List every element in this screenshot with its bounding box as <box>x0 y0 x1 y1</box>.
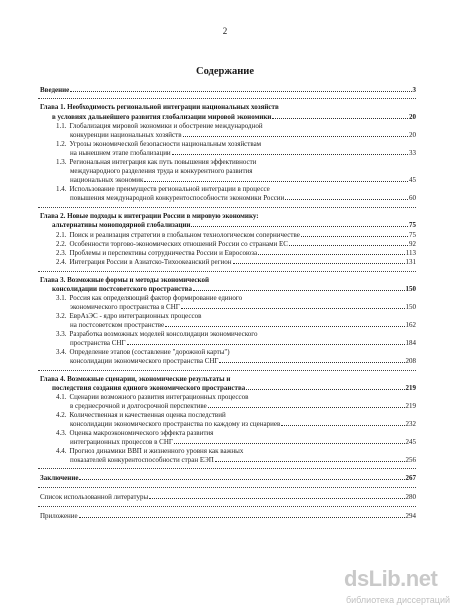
toc-entry[interactable] <box>40 375 416 383</box>
watermark-logo: dsLib.net <box>344 566 438 591</box>
dot-leader <box>281 424 404 426</box>
toc-entry-text: консолидации экономического пространства по каждому из сценариев <box>70 420 281 428</box>
toc-entry-number: 4.4. <box>56 447 67 455</box>
toc-entry-page: 267 <box>405 474 416 482</box>
toc-entry[interactable] <box>70 176 416 184</box>
toc-entry-text: Интеграция России в Азиатско-Тихоокеанский регион <box>69 258 232 266</box>
dot-leader <box>174 442 405 444</box>
dot-leader <box>70 90 411 92</box>
toc-entry-number: 4.1. <box>56 393 67 401</box>
dot-leader <box>246 388 404 390</box>
toc-entry-text: Количественная и качественная оценка последствий <box>69 411 226 419</box>
section-divider <box>38 370 416 371</box>
toc-entry[interactable] <box>56 249 416 257</box>
toc-entry[interactable] <box>56 348 416 356</box>
dot-leader <box>301 235 408 237</box>
toc-entry-text: интеграционных процессов в СНГ <box>70 438 173 446</box>
dot-leader <box>172 153 408 155</box>
toc-entry[interactable] <box>70 303 416 311</box>
toc-entry-page: 184 <box>405 339 416 347</box>
toc-entry-text: Определение этапов (составление "дорожной карты") <box>69 348 230 356</box>
toc-entry[interactable] <box>70 131 416 139</box>
toc-entry[interactable] <box>52 384 416 392</box>
toc-entry-text: Поиск и реализация стратегии в глобальном технологическом соперничестве <box>69 231 300 239</box>
toc-entry[interactable] <box>56 185 416 193</box>
toc-entry-text: повышения международной конкурентоспособности экономики России <box>70 194 285 202</box>
toc-entry-number: 2.1. <box>56 231 67 239</box>
toc-entry-number: 1.3. <box>56 158 67 166</box>
toc-entry[interactable] <box>70 339 416 347</box>
dot-leader <box>149 497 404 499</box>
toc-entry-number: 1.4. <box>56 185 67 193</box>
toc-entry-text: в среднесрочной и долгосрочной перспективе <box>70 402 207 410</box>
toc-entry-text: международного разделения труда и конкурентного развития <box>70 167 253 175</box>
toc-entry-page: 75 <box>409 221 416 229</box>
toc-entry-text: консолидации экономического пространства СНГ <box>70 357 219 365</box>
toc-entry-text: Глава 1. Необходимость региональной интеграции национальных хозяйств <box>40 103 279 111</box>
dot-leader <box>79 516 405 518</box>
toc-entry-text: альтернативы моноподярной глобализации <box>52 221 191 229</box>
toc-entry[interactable] <box>40 493 416 501</box>
dot-leader <box>193 289 405 291</box>
toc-entry-text: Глава 3. Возможные формы и методы экономической <box>40 276 209 284</box>
dslib-watermark <box>344 566 448 610</box>
section-divider <box>38 98 416 99</box>
toc-entry-page: 150 <box>405 303 416 311</box>
toc-entry-text: ЕврАзЭС - ядро интеграционных процессов <box>69 312 202 320</box>
toc-entry-page: 280 <box>405 493 416 501</box>
toc-entry-number: 3.3. <box>56 330 67 338</box>
toc-entry[interactable] <box>56 122 416 130</box>
dot-leader <box>272 117 408 119</box>
toc-entry[interactable] <box>40 474 416 482</box>
dot-leader <box>285 198 408 200</box>
toc-entry[interactable] <box>56 312 416 320</box>
toc-entry-page: 150 <box>405 285 416 293</box>
toc-entry[interactable] <box>40 86 416 94</box>
toc-entry-text: Глава 4. Возможные сценарии, экономические результаты и <box>40 375 231 383</box>
toc-entry-page: 256 <box>405 456 416 464</box>
toc-entry[interactable] <box>52 285 416 293</box>
dot-leader <box>233 262 405 264</box>
toc-entry-text: в условиях дальнейшего развития глобализации мировой экономики <box>52 113 272 121</box>
toc-entry-page: 20 <box>409 131 416 139</box>
dot-leader <box>208 406 405 408</box>
toc-entry-number: 2.3. <box>56 249 67 257</box>
toc-entry-text: консолидации постсоветского пространства <box>52 285 192 293</box>
toc-entry-page: 33 <box>409 149 416 157</box>
toc-entry-page: 232 <box>405 420 416 428</box>
toc-entry-page: 131 <box>405 258 416 266</box>
toc-entry-page: 60 <box>409 194 416 202</box>
toc-entry[interactable] <box>40 103 416 111</box>
toc-entry-text: Введение <box>40 86 70 94</box>
toc-entry[interactable] <box>70 456 416 464</box>
toc-title: Содержание <box>196 66 254 77</box>
toc-entry-page: 219 <box>405 402 416 410</box>
toc-entry[interactable] <box>52 221 416 229</box>
toc-entry-text: последствия создания единого экономического пространства <box>52 384 246 392</box>
toc-entry[interactable] <box>40 212 416 220</box>
toc-entry[interactable] <box>56 447 416 455</box>
toc-entry-number: 1.1. <box>56 122 67 130</box>
toc-entry-text: Приложение <box>40 512 78 520</box>
toc-entry[interactable] <box>40 512 416 520</box>
toc-entry-page: 294 <box>405 512 416 520</box>
toc-entry-page: 20 <box>409 113 416 121</box>
toc-entry-text: Сценарии возможного развития интеграционных процессов <box>69 393 249 401</box>
toc-entry-text: Угрозы экономической безопасности национальным хозяйствам <box>69 140 262 148</box>
toc-entry[interactable] <box>56 240 416 248</box>
toc-entry-text: пространства СНГ <box>70 339 126 347</box>
toc-entry[interactable] <box>56 258 416 266</box>
toc-entry[interactable] <box>70 149 416 157</box>
toc-entry-text: Заключение <box>40 474 79 482</box>
toc-entry[interactable] <box>56 158 416 166</box>
toc-entry-number: 3.2. <box>56 312 67 320</box>
toc-entry-page: 45 <box>409 176 416 184</box>
toc-entry-number: 3.1. <box>56 294 67 302</box>
dot-leader <box>183 135 408 137</box>
toc-entry-page: 245 <box>405 438 416 446</box>
toc-entry-number: 4.2. <box>56 411 67 419</box>
toc-entry-number: 2.4. <box>56 258 67 266</box>
toc-entry-page: 75 <box>409 231 416 239</box>
toc-entry[interactable] <box>70 357 416 365</box>
toc-entry-page: 162 <box>405 321 416 329</box>
toc-entry-text: Использование преимуществ региональной интеграции в процессе <box>69 185 270 193</box>
toc-entry-text: Разработка возможных моделей консолидации экономического <box>69 330 258 338</box>
section-divider <box>38 271 416 272</box>
dot-leader <box>181 307 405 309</box>
toc-entry-text: Россия как определяющий фактор формирование единого <box>69 294 243 302</box>
toc-entry-page: 208 <box>405 357 416 365</box>
toc-entry-number: 1.2. <box>56 140 67 148</box>
dot-leader <box>258 253 405 255</box>
toc-entry-text: Список использованной литературы <box>40 493 149 501</box>
toc-entry-text: национальных экономик <box>70 176 144 184</box>
toc-entry[interactable] <box>70 402 416 410</box>
toc-entry-text: Прогноз динамики ВВП и жизненного уровня как важных <box>69 447 244 455</box>
toc-entry[interactable] <box>56 411 416 419</box>
toc-entry[interactable] <box>70 194 416 202</box>
dot-leader <box>127 343 405 345</box>
toc-entry[interactable] <box>40 276 416 284</box>
toc-entry-number: 4.3. <box>56 429 67 437</box>
toc-entry[interactable] <box>70 321 416 329</box>
toc-entry-text: Глобализация мировой экономики и обострение международной <box>69 122 263 130</box>
toc-entry-page: 92 <box>409 240 416 248</box>
toc-entry-text: показателей конкурентоспособности стран ЕЭП <box>70 456 214 464</box>
toc-entry-text: на нынешнем этапе глобализации <box>70 149 171 157</box>
toc-entry[interactable] <box>52 113 416 121</box>
toc-entry-text: Проблемы и перспективы сотрудничества России и Евросоюза <box>69 249 258 257</box>
dot-leader <box>165 325 404 327</box>
toc-entry-text: Оценка макроэкономического эффекта развития <box>69 429 214 437</box>
toc-entry-text: на постсоветском пространстве <box>70 321 165 329</box>
toc-entry-text: Особенности торгово-экономических отношений России со странами ЕС <box>69 240 288 248</box>
toc-entry[interactable] <box>56 330 416 338</box>
toc-entry-number: 3.4. <box>56 348 67 356</box>
toc-entry-number: 2.2. <box>56 240 67 248</box>
toc-entry-text: Глава 2. Новые подходы к интеграции России в мировую экономику: <box>40 212 259 220</box>
toc-entry[interactable] <box>56 140 416 148</box>
toc-entry-text: конкуренции национальных хозяйств <box>70 131 182 139</box>
dot-leader <box>191 225 408 227</box>
section-divider <box>38 506 416 507</box>
toc-entry-page: 113 <box>405 249 416 257</box>
dot-leader <box>289 244 408 246</box>
section-divider <box>38 487 416 488</box>
toc-entry[interactable] <box>56 429 416 437</box>
page-number: 2 <box>222 26 228 36</box>
dot-leader <box>79 478 404 480</box>
toc-entry[interactable] <box>70 167 416 175</box>
toc-entry-page: 219 <box>405 384 416 392</box>
toc-entry[interactable] <box>56 231 416 239</box>
dot-leader <box>144 180 408 182</box>
toc-entry[interactable] <box>70 438 416 446</box>
toc-entry[interactable] <box>70 420 416 428</box>
toc-entry[interactable] <box>56 294 416 302</box>
section-divider <box>38 207 416 208</box>
watermark-caption: библиотека диссертаций <box>346 595 450 605</box>
toc-entry[interactable] <box>56 393 416 401</box>
toc-entry-text: экономического пространства в СНГ <box>70 303 180 311</box>
toc-entry-text: Региональная интеграция как путь повышения эффективности <box>69 158 257 166</box>
dot-leader <box>219 361 404 363</box>
toc-entry-page: 3 <box>412 86 416 94</box>
dot-leader <box>215 460 405 462</box>
section-divider <box>38 468 416 469</box>
